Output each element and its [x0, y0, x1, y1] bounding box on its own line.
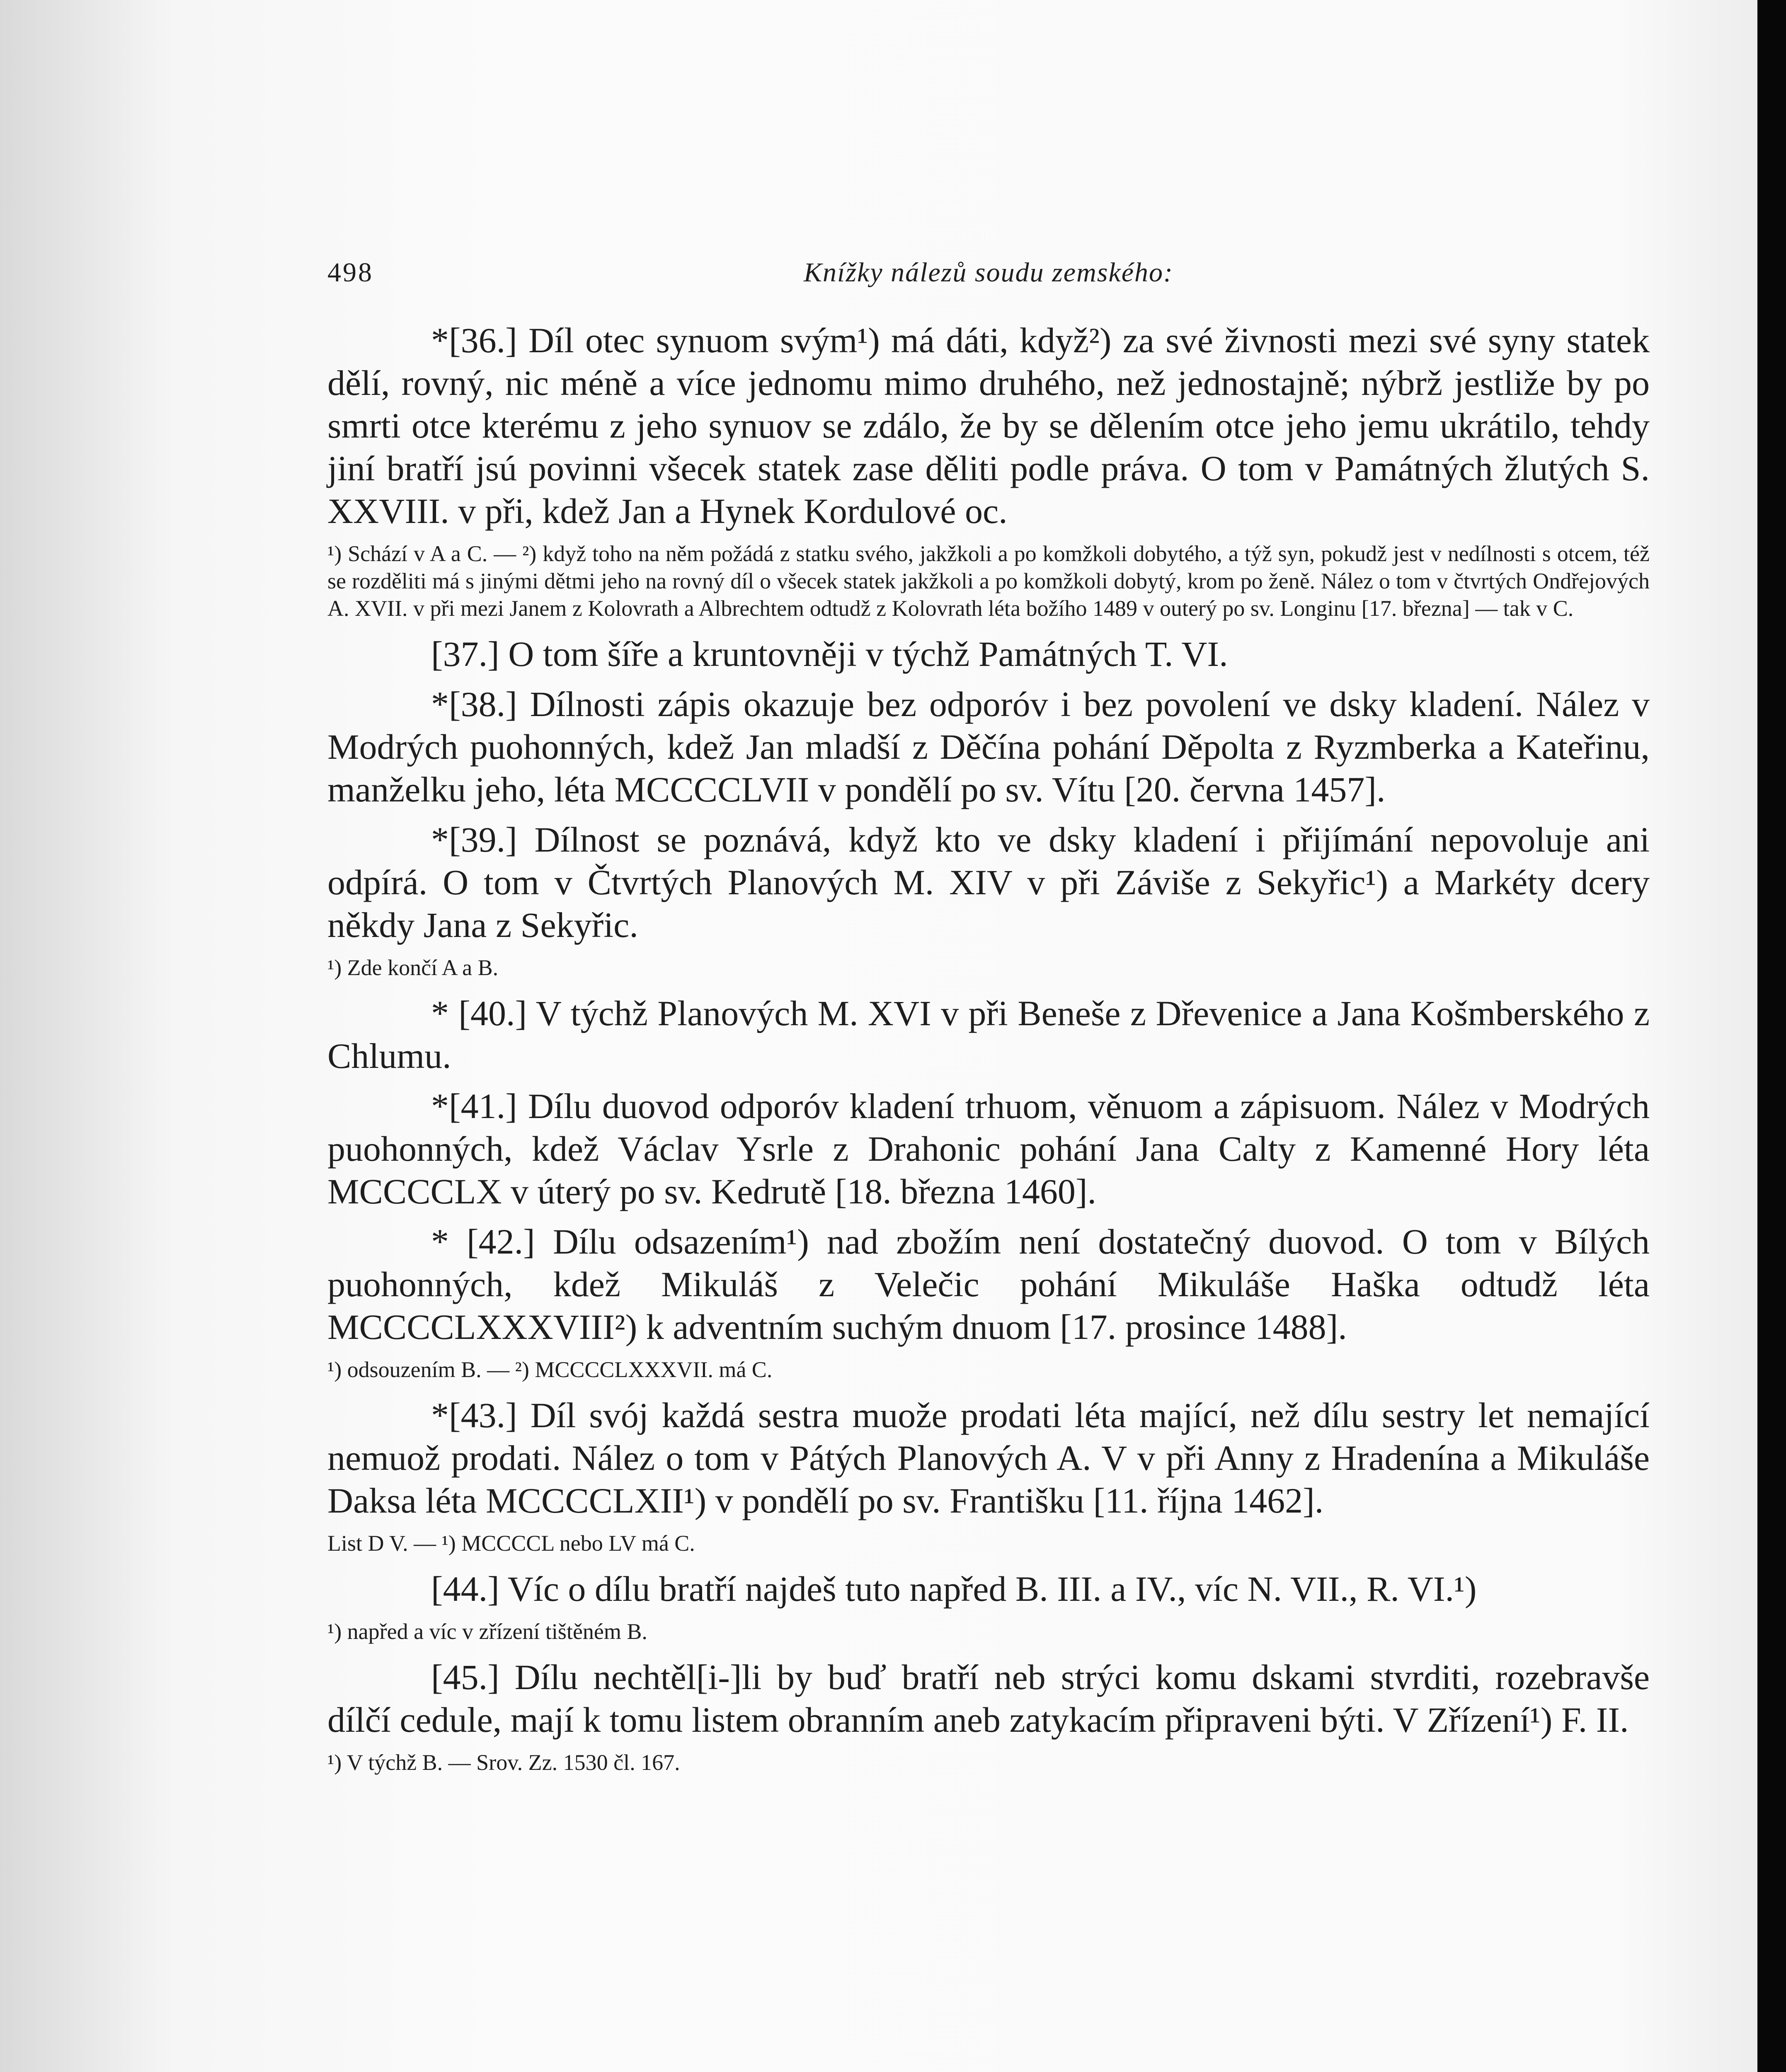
footnote-42: ¹) odsouzením B. — ²) MCCCCLXXXVII. má C.: [327, 1357, 773, 1382]
running-title: Knížky nálezů soudu zemského:: [803, 257, 1174, 288]
footnote-43: List D V. — ¹) MCCCCL nebo LV má C.: [327, 1531, 695, 1556]
article-44: [44.] Víc o dílu bratří najdeš tuto napřed B. III. a IV., víc N. VII., R. VI.¹): [431, 1569, 1477, 1609]
article-37: [37.] O tom šíře a kruntovněji v týchž Památných T. VI.: [431, 634, 1228, 674]
article-45: [45.] Dílu nechtěl[i-]li by buď bratří neb strýci komu dskami stvrditi, rozebravše dílčí cedule, mají k tomu listem obranním aneb zatykacím připraveni býti. V Zřízení¹) F. II.: [327, 1657, 1650, 1740]
article-41: *[41.] Dílu duovod odporóv kladení trhuom, věnuom a zápisuom. Nález v Modrých puohonných, kdež Václav Ysrle z Drahonic pohání Jana Calty z Kamenné Hory léta MCCCCLX v úterý po sv. Kedrutě [18. března 1460].: [327, 1086, 1650, 1211]
scan-border-right: [1757, 0, 1786, 2072]
footnote-44: ¹) napřed a víc v zřízení tištěném B.: [327, 1619, 647, 1644]
footnote-39: ¹) Zde končí A a B.: [327, 955, 499, 980]
footnote-45: ¹) V týchž B. — Srov. Zz. 1530 čl. 167.: [327, 1750, 680, 1775]
page-content: [327, 249, 1650, 1787]
footnote-36: ¹) Schází v A a C. — ²) když toho na něm požádá z statku svého, jakžkoli a po komžkoli dobytého, a týž syn, pokudž jest v nedílnosti s otcem, též se rozděliti má s jinými dětmi jeho na rovný díl o všecek statek jakžkoli a po komžkoli dobytý, krom po ženě. Nález o tom v čtvrtých Ondřejových A. XVII. v při mezi Janem z Kolovrath a Albrechtem odtudž z Kolovrath léta božího 1489 v outerý po sv. Longinu [17. března] — tak v C.: [327, 541, 1650, 621]
article-39: *[39.] Dílnost se poznává, když kto ve dsky kladení i přijímání nepovoluje ani odpírá. O tom v Čtvrtých Planových M. XIV v při Záviše z Sekyřic¹) a Markéty dcery někdy Jana z Sekyřic.: [327, 820, 1650, 945]
article-40: * [40.] V týchž Planových M. XVI v při Beneše z Dřevenice a Jana Košmberského z Chlumu.: [327, 993, 1650, 1076]
page-number: 498: [327, 257, 373, 288]
article-42: * [42.] Dílu odsazením¹) nad zbožím není dostatečný duovod. O tom v Bílých puohonných, kdež Mikuláš z Velečic pohání Mikuláše Haška odtudž léta MCCCCLXXXVIII²) k adventním suchým dnuom [17. prosince 1488].: [327, 1222, 1650, 1347]
page-header: [327, 249, 1650, 303]
article-38: *[38.] Dílnosti zápis okazuje bez odporóv i bez povolení ve dsky kladení. Nález v Modrých puohonných, kdež Jan mladší z Děčína pohání Děpolta z Ryzmberka a Kateřinu, manželku jeho, léta MCCCCLVII v pondělí po sv. Vítu [20. června 1457].: [327, 684, 1650, 809]
article-36: *[36.] Díl otec synuom svým¹) má dáti, když²) za své živnosti mezi své syny statek dělí, rovný, nic méně a více jednomu mimo druhého, než jednostajně; nýbrž jestliže by po smrti otce kterému z jeho synuov se zdálo, že by se dělením otce jeho jemu ukrátilo, tehdy jiní bratří jsú povinni všecek statek zase děliti podle práva. O tom v Památných žlutých S. XXVIII. v při, kdež Jan a Hynek Kordulové oc.: [327, 320, 1650, 531]
article-43: *[43.] Díl svój každá sestra muože prodati léta mající, než dílu sestry let nemající nemuož prodati. Nález o tom v Pátých Planových A. V v při Anny z Hradenína a Mikuláše Daksa léta MCCCCLXII¹) v pondělí po sv. Františku [11. října 1462].: [327, 1395, 1650, 1520]
